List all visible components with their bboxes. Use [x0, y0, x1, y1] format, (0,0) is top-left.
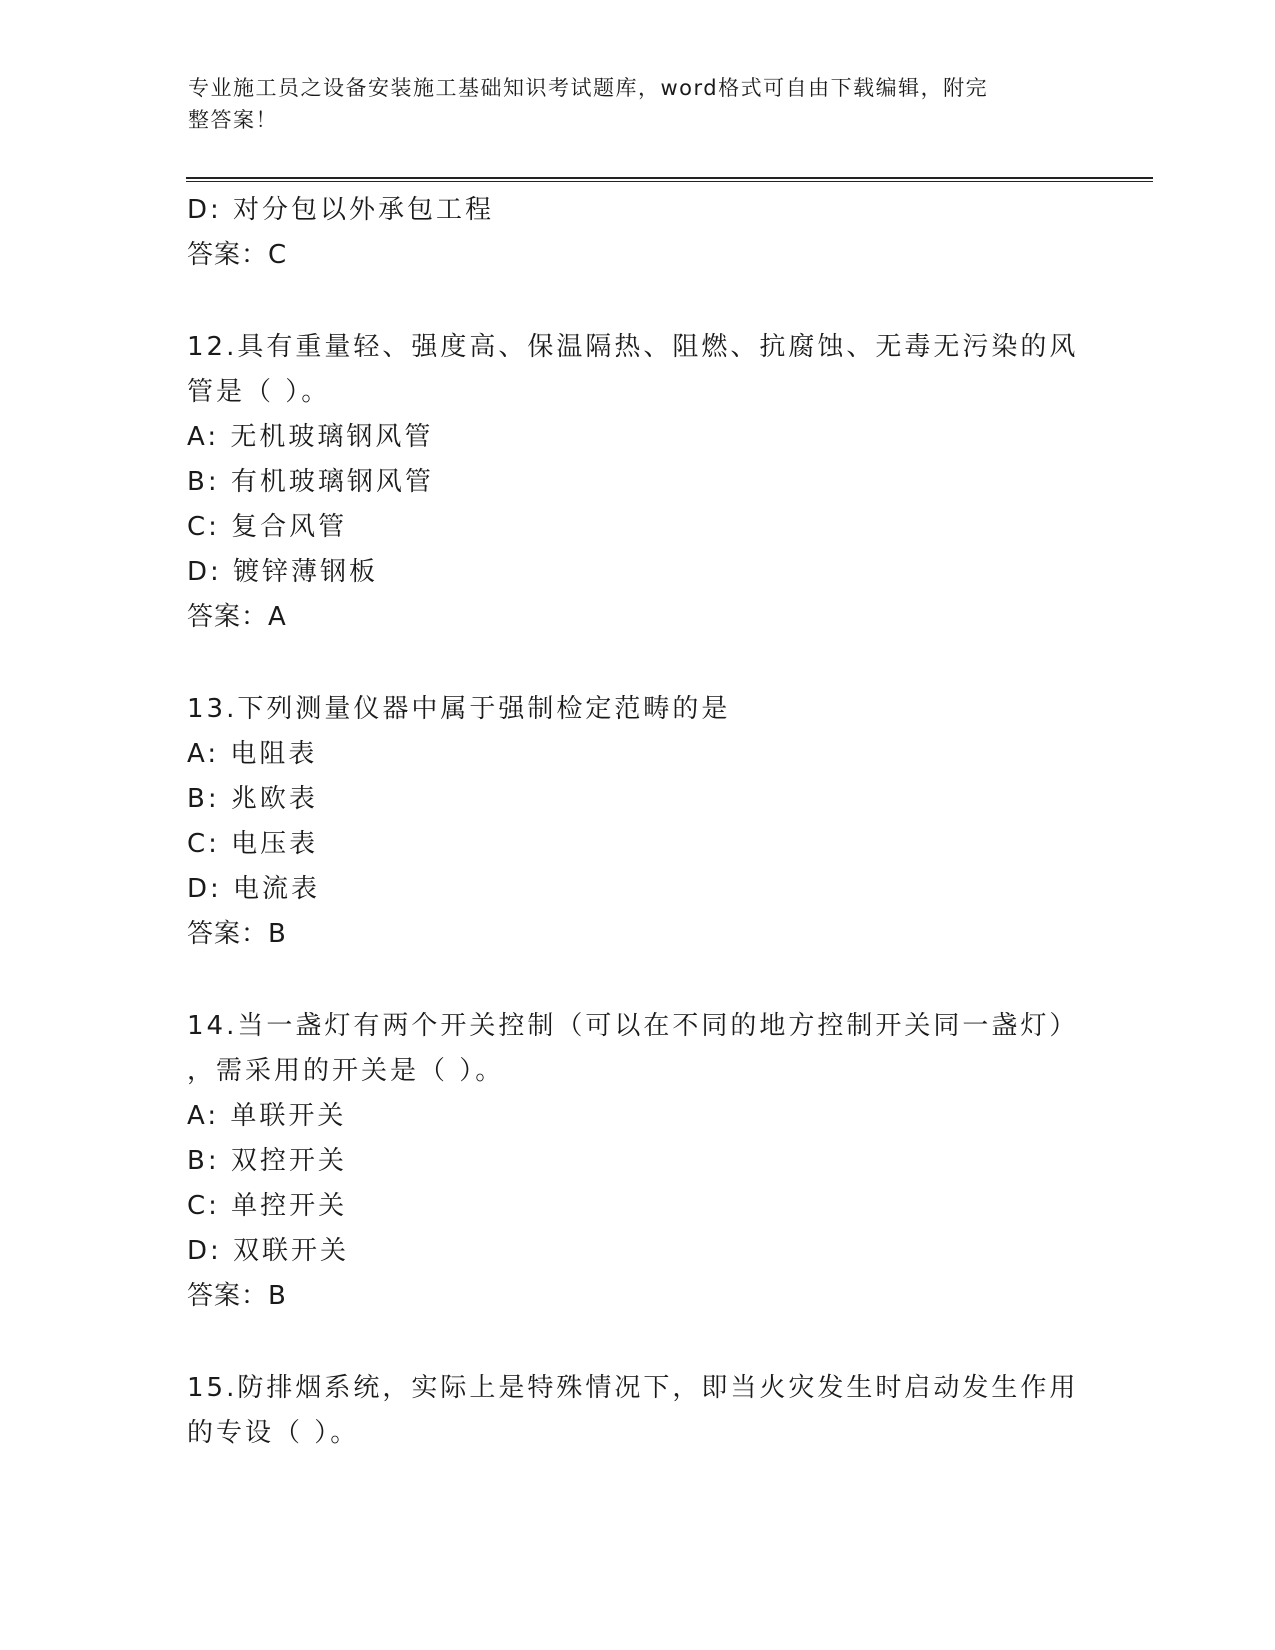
- question-text-line-1: 15.防排烟系统，实际上是特殊情况下，即当火灾发生时启动发生作用: [187, 1373, 1079, 1403]
- option-a: A: 电阻表: [187, 739, 318, 769]
- question-13: [187, 687, 1087, 957]
- question-text-line-2: 的专设（ ）。: [187, 1418, 360, 1448]
- document-header: [188, 72, 1068, 136]
- answer: 答案：A: [187, 602, 287, 632]
- spacer: [187, 1319, 1087, 1366]
- option-d: D: 电流表: [187, 874, 321, 904]
- option-a: A: 无机玻璃钢风管: [187, 422, 434, 452]
- answer: 答案：C: [187, 240, 288, 270]
- header-line-2: 整答案！: [188, 108, 278, 132]
- answer: 答案：B: [187, 1281, 287, 1311]
- question-15: [187, 1366, 1087, 1456]
- question-12: [187, 325, 1087, 640]
- option-d: D: 对分包以外承包工程: [187, 195, 495, 225]
- spacer: [187, 957, 1087, 1004]
- question-text-line-1: 12.具有重量轻、强度高、保温隔热、阻燃、抗腐蚀、无毒无污染的风: [187, 332, 1079, 362]
- header-divider: [186, 177, 1153, 182]
- question-text-line-1: 13.下列测量仪器中属于强制检定范畴的是: [187, 694, 731, 724]
- question-list: [187, 188, 1087, 1456]
- question-text-line-2: 管是（ ）。: [187, 377, 331, 407]
- spacer: [187, 278, 1087, 325]
- question-14: [187, 1004, 1087, 1319]
- spacer: [187, 640, 1087, 687]
- option-b: B: 兆欧表: [187, 784, 318, 814]
- question-text-line-1: 14.当一盏灯有两个开关控制（可以在不同的地方控制开关同一盏灯）: [187, 1011, 1079, 1041]
- option-c: C: 复合风管: [187, 512, 348, 542]
- question-text-line-2: ，需采用的开关是（ ）。: [187, 1056, 505, 1086]
- header-line-1: 专业施工员之设备安装施工基础知识考试题库，word格式可自由下载编辑，附完: [188, 76, 989, 100]
- option-d: D: 双联开关: [187, 1236, 350, 1266]
- option-b: B: 双控开关: [187, 1146, 347, 1176]
- question-11: [187, 188, 1087, 278]
- option-d: D: 镀锌薄钢板: [187, 557, 379, 587]
- option-b: B: 有机玻璃钢风管: [187, 467, 434, 497]
- answer: 答案：B: [187, 919, 287, 949]
- option-c: C: 单控开关: [187, 1191, 348, 1221]
- option-c: C: 电压表: [187, 829, 319, 859]
- option-a: A: 单联开关: [187, 1101, 347, 1131]
